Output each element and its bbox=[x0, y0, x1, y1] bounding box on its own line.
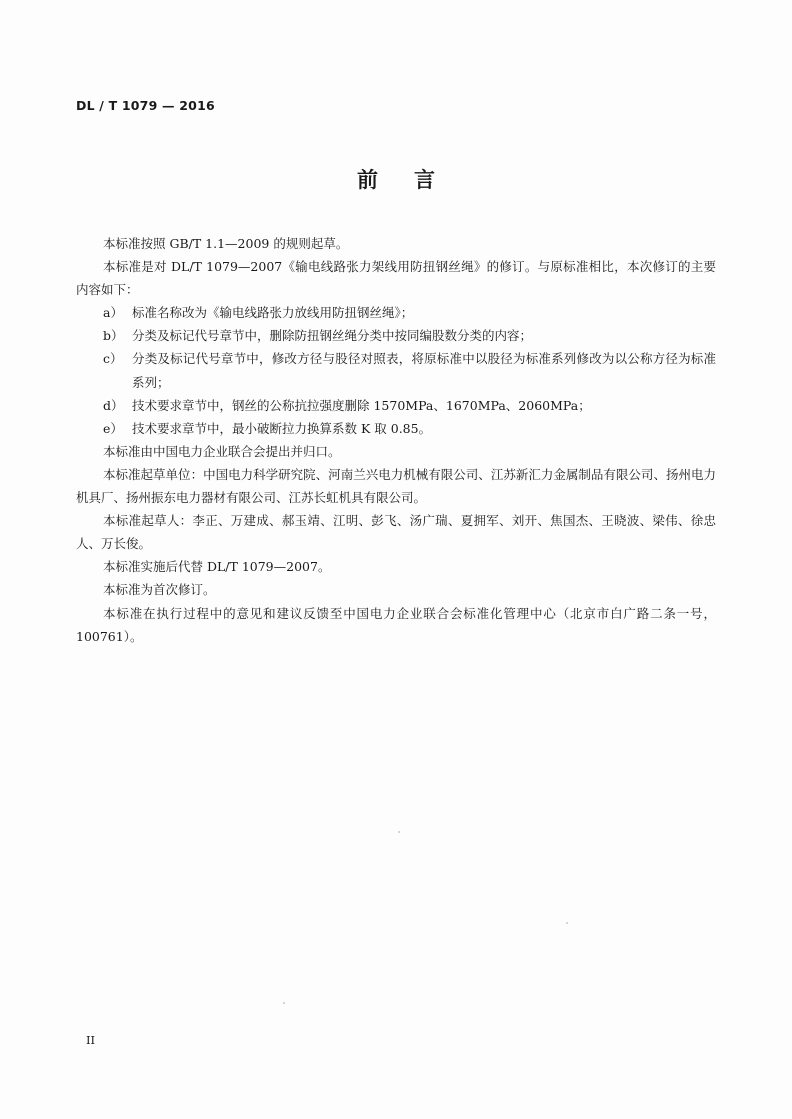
preface-body bbox=[76, 232, 716, 648]
list-item bbox=[76, 417, 716, 440]
page-number: II bbox=[86, 1033, 96, 1047]
list-item bbox=[76, 324, 716, 347]
paragraph-first-revision: 本标准为首次修订。 bbox=[103, 582, 216, 598]
list-item-label: e） bbox=[103, 420, 123, 436]
list-item-text: 标准名称改为《输电线路张力放线用防扭钢丝绳》； bbox=[132, 305, 414, 321]
list-item-text: 技术要求章节中，钢丝的公称抗拉强度删除 1570MPa、1670MPa、2060MPa； bbox=[132, 397, 591, 413]
scan-speck bbox=[566, 922, 568, 924]
list-item-label: c） bbox=[103, 351, 123, 367]
paragraph-replaces: 本标准实施后代替 DL/T 1079—2007。 bbox=[103, 559, 331, 575]
list-item bbox=[76, 347, 716, 393]
paragraph-proposer: 本标准由中国电力企业联合会提出并归口。 bbox=[103, 443, 341, 459]
paragraph-drafters: 本标准起草人：李正、万建成、郝玉靖、江明、彭飞、汤广瑞、夏拥军、刘开、焦国杰、王晓波、梁伟、徐忠人、万长俊。 bbox=[76, 513, 716, 552]
paragraph-revision-intro: 本标准是对 DL/T 1079—2007《输电线路张力架线用防扭钢丝绳》的修订。与原标准相比，本次修订的主要内容如下： bbox=[76, 259, 716, 298]
list-item-text: 技术要求章节中，最小破断拉力换算系数 K 取 0.85。 bbox=[132, 420, 432, 436]
list-item-label: b） bbox=[103, 328, 124, 344]
paragraph-drafting-rules: 本标准按照 GB/T 1.1—2009 的规则起草。 bbox=[103, 236, 349, 251]
list-item-label: a） bbox=[103, 305, 123, 321]
list-item bbox=[76, 394, 716, 417]
page-title: 前言 bbox=[357, 168, 471, 192]
standard-code: DL / T 1079 — 2016 bbox=[76, 98, 215, 113]
paragraph-feedback: 本标准在执行过程中的意见和建议反馈至中国电力企业联合会标准化管理中心（北京市白广路二条一号，100761）。 bbox=[76, 605, 716, 644]
list-item-text: 分类及标记代号章节中，修改方径与股径对照表，将原标准中以股径为标准系列修改为以公称方径为标准系列； bbox=[132, 351, 716, 390]
list-item bbox=[76, 301, 716, 324]
scan-speck bbox=[398, 831, 400, 833]
list-item-text: 分类及标记代号章节中，删除防扭钢丝绳分类中按同编股数分类的内容； bbox=[132, 328, 533, 344]
list-item-label: d） bbox=[103, 397, 124, 413]
paragraph-drafting-units: 本标准起草单位：中国电力科学研究院、河南兰兴电力机械有限公司、江苏新汇力金属制品有限公司、扬州电力机具厂、扬州振东电力器材有限公司、江苏长虹机具有限公司。 bbox=[76, 466, 716, 506]
scan-speck bbox=[283, 1002, 285, 1004]
